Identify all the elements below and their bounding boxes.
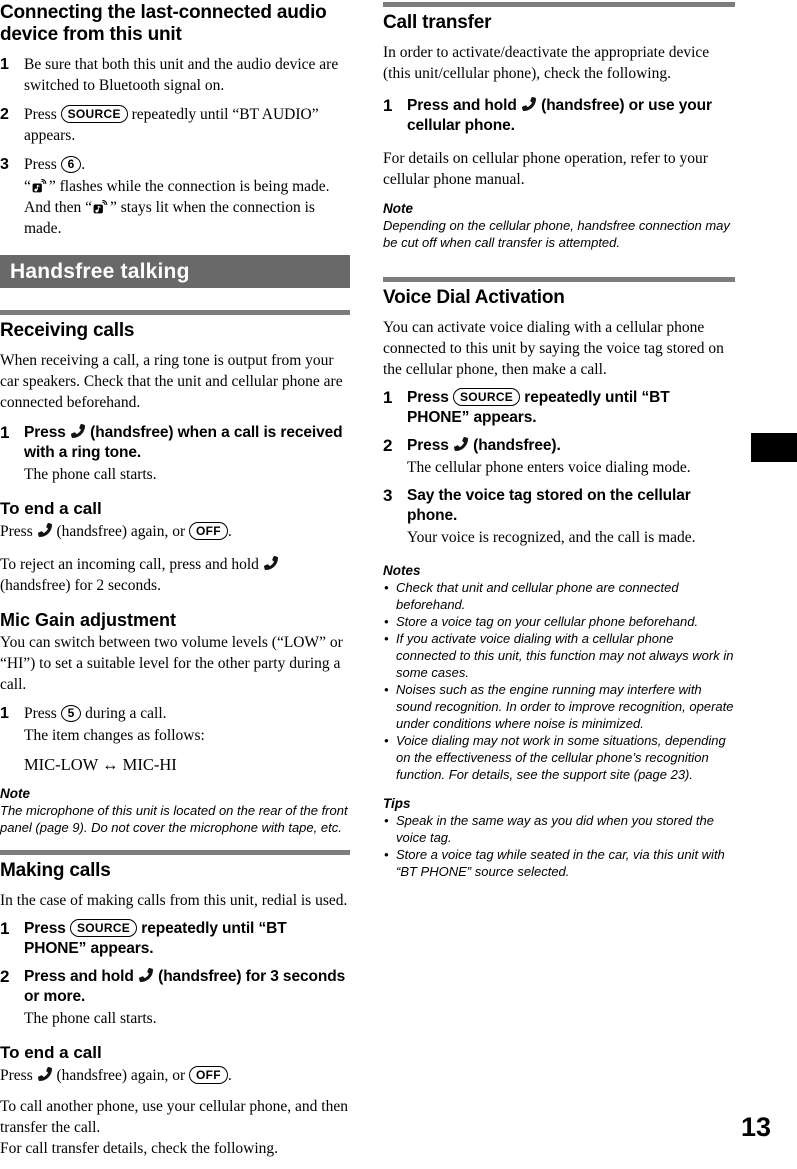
banner-handsfree-talking: Handsfree talking — [0, 255, 350, 288]
step-result-text: The phone call starts. — [24, 1010, 157, 1027]
step — [383, 436, 735, 478]
note-label: Note — [383, 201, 413, 216]
section-rule — [0, 310, 350, 315]
step-text-run: Press — [24, 424, 70, 441]
step-text-run: Press and hold — [407, 97, 521, 114]
step-text-run: “ — [24, 178, 31, 195]
text-run: To reject an incoming call, press and hold — [0, 556, 263, 573]
step-text — [24, 154, 350, 239]
section-heading-call-transfer: Call transfer — [383, 12, 492, 33]
section-heading-voice-dial: Voice Dial Activation — [383, 287, 565, 308]
text-run: . — [227, 1067, 232, 1084]
step-text-run: Press and hold — [24, 968, 138, 985]
tips-label: Tips — [383, 796, 411, 811]
step-text-run: (handsfree) for 3 seconds or more. — [24, 968, 346, 1005]
section-heading-making-calls: Making calls — [0, 860, 111, 881]
bt-audio-icon — [93, 200, 109, 214]
step-text-run: during a call. — [81, 705, 167, 722]
step — [383, 486, 735, 548]
step — [0, 54, 350, 96]
text-run: . — [227, 523, 232, 540]
text-run: (handsfree) again, or — [52, 523, 190, 540]
paragraph — [0, 1065, 350, 1086]
handsfree-icon — [71, 424, 85, 438]
section-heading-mic-gain: Mic Gain adjustment — [0, 610, 177, 630]
step-text — [24, 104, 350, 146]
step-text-run: Press — [407, 437, 453, 454]
paragraph: To call another phone, use your cellular phone, and then transfer the call. — [0, 1098, 348, 1136]
step-text-run: repeatedly until “BT AUDIO” appears. — [24, 106, 319, 144]
section-heading-connecting: Connecting the last-connected audio device from this unit — [0, 2, 327, 45]
section-rule — [383, 2, 735, 7]
voice-dial-steps — [383, 388, 735, 548]
source-button-glyph: SOURCE — [453, 388, 520, 406]
paragraph-group — [0, 1096, 350, 1159]
step — [0, 104, 350, 146]
section-rule — [383, 277, 735, 282]
tip-item: • Speak in the same way as you did when you stored the voice tag. — [383, 812, 735, 846]
step-number: 1 — [0, 919, 10, 938]
mic-gain-steps — [0, 703, 350, 746]
connecting-steps — [0, 54, 350, 239]
step-text — [407, 436, 735, 478]
step-number: 1 — [383, 388, 393, 407]
step-text — [407, 388, 735, 428]
step-text-run: ” flashes while the connection is being made. And then “ — [24, 178, 330, 216]
key-6-glyph: 6 — [61, 156, 82, 174]
paragraph — [383, 42, 735, 84]
step-text: Say the voice tag stored on the cellular phone. Your voice is recognized, and the call is made. — [407, 486, 735, 548]
step-text-run: Press — [24, 106, 61, 123]
source-button-glyph: SOURCE — [61, 105, 128, 123]
step-text — [24, 54, 350, 96]
handsfree-icon — [38, 1067, 52, 1081]
tips-list — [383, 812, 735, 880]
source-button-glyph: SOURCE — [70, 919, 137, 937]
handsfree-icon — [454, 437, 468, 451]
mic-exchange-values: MIC-LOW ↔ MIC-HI — [24, 755, 177, 774]
step-text-run: Press — [407, 389, 453, 406]
page-number: 13 — [740, 1112, 771, 1142]
paragraph — [0, 521, 350, 542]
key-5-glyph: 5 — [61, 705, 82, 723]
section-tab-marker — [751, 433, 797, 462]
note-item: • Voice dialing may not work in some situations, depending on the effectiveness of the cellular phone’s recognition function. For details, see the support site (page 23). — [383, 732, 735, 783]
step — [383, 96, 735, 136]
text-run: When receiving a call, a ring tone is output from your car speakers. Check that the unit and cellular phone are connected beforehand. — [0, 352, 343, 411]
step-number: 2 — [0, 967, 10, 986]
section-heading-receiving-calls: Receiving calls — [0, 320, 135, 341]
step-text-run: Press — [24, 156, 61, 173]
step-text — [24, 967, 350, 1029]
note-text: Depending on the cellular phone, handsfree connection may be cut off when call transfer is attempted. — [383, 218, 730, 250]
handsfree-icon — [522, 97, 536, 111]
subheading-to-end-a-call: To end a call — [0, 1043, 102, 1062]
note-item: • Store a voice tag on your cellular phone beforehand. — [383, 613, 735, 630]
right-column — [383, 0, 735, 880]
step-result-text: The phone call starts. — [24, 466, 157, 483]
paragraph — [383, 148, 735, 190]
step-text-run: Be sure that both this unit and the audio device are switched to Bluetooth signal on. — [24, 56, 339, 94]
left-column — [0, 0, 350, 1169]
step-text — [24, 423, 350, 485]
off-button-glyph: OFF — [189, 522, 228, 540]
bt-audio-icon — [32, 179, 48, 193]
step-number: 1 — [0, 56, 9, 73]
step-text-run: (handsfree). — [468, 437, 561, 454]
text-run: In the case of making calls from this unit, redial is used. — [0, 892, 348, 909]
text-run: (handsfree) for 2 seconds. — [0, 577, 161, 594]
text-run: You can switch between two volume levels (“LOW” or “HI”) to set a suitable level for the other party during a call. — [0, 634, 343, 693]
paragraph — [0, 350, 350, 413]
step-text-run: (handsfree) or use your cellular phone. — [407, 97, 712, 134]
receiving-steps — [0, 423, 350, 485]
paragraph — [0, 554, 350, 596]
text-run: You can activate voice dialing with a cellular phone connected to this unit by saying the voice tag stored on the cellular phone, then make a call. — [383, 319, 724, 378]
paragraph — [0, 632, 350, 695]
step-text-run: ” stays lit when the connection is made. — [24, 199, 315, 237]
step-text-run: repeatedly until “BT PHONE” appears. — [407, 389, 670, 426]
step-text-run: . — [81, 156, 86, 173]
text-run: In order to activate/deactivate the appropriate device (this unit/cellular phone), check the following. — [383, 44, 710, 82]
step — [383, 388, 735, 428]
notes-label: Notes — [383, 563, 421, 578]
note-text: The microphone of this unit is located on the rear of the front panel (page 9). Do not cover the microphone with tape, etc. — [0, 803, 348, 835]
step-text — [24, 919, 350, 959]
paragraph — [0, 890, 350, 911]
step-text-run: Press — [24, 920, 70, 937]
step — [0, 423, 350, 485]
step-text-run: repeatedly until “BT PHONE” appears. — [24, 920, 287, 957]
note-item: • Noises such as the engine running may interfere with sound recognition. In order to improve recognition, operate under conditions where noise is minimized. — [383, 681, 735, 732]
step-number: 1 — [0, 705, 9, 722]
note-label: Note — [0, 786, 30, 801]
step-number: 2 — [0, 106, 9, 123]
step — [0, 967, 350, 1029]
note-item: • Check that unit and cellular phone are connected beforehand. — [383, 579, 735, 613]
step-number: 2 — [383, 436, 393, 455]
step-number: 1 — [0, 423, 10, 442]
tip-item: • Store a voice tag while seated in the car, via this unit with “BT PHONE” source selected. — [383, 846, 735, 880]
handsfree-icon — [38, 523, 52, 537]
handsfree-icon — [264, 556, 278, 570]
making-calls-steps — [0, 919, 350, 1029]
step — [0, 154, 350, 239]
notes-list — [383, 579, 735, 783]
step — [0, 703, 350, 746]
call-transfer-steps — [383, 96, 735, 136]
step-text-run: Press — [24, 705, 61, 722]
step-result-text: Your voice is recognized, and the call is made. — [407, 529, 696, 546]
text-run: Press — [0, 523, 37, 540]
text-run: For details on cellular phone operation, refer to your cellular phone manual. — [383, 150, 708, 188]
step-text — [407, 96, 735, 136]
off-button-glyph: OFF — [189, 1066, 228, 1084]
handsfree-icon — [139, 968, 153, 982]
section-rule — [0, 850, 350, 855]
step-result-text: The cellular phone enters voice dialing mode. — [407, 459, 691, 476]
step-text-run: (handsfree) when a call is received with a ring tone. — [24, 424, 343, 461]
step-number: 3 — [0, 156, 9, 173]
step-number: 1 — [383, 96, 393, 115]
subheading-to-end-a-call: To end a call — [0, 499, 102, 518]
text-run: (handsfree) again, or — [52, 1067, 190, 1084]
note-item: • If you activate voice dialing with a cellular phone connected to this unit, this function may not always work in some cases. — [383, 630, 735, 681]
step-text — [24, 703, 350, 746]
step-result-text: The item changes as follows: — [24, 727, 205, 744]
paragraph — [383, 317, 735, 380]
step — [0, 919, 350, 959]
step-result-text — [24, 176, 350, 239]
step-number: 3 — [383, 486, 393, 505]
paragraph: For call transfer details, check the following. — [0, 1140, 279, 1157]
text-run: Press — [0, 1067, 37, 1084]
